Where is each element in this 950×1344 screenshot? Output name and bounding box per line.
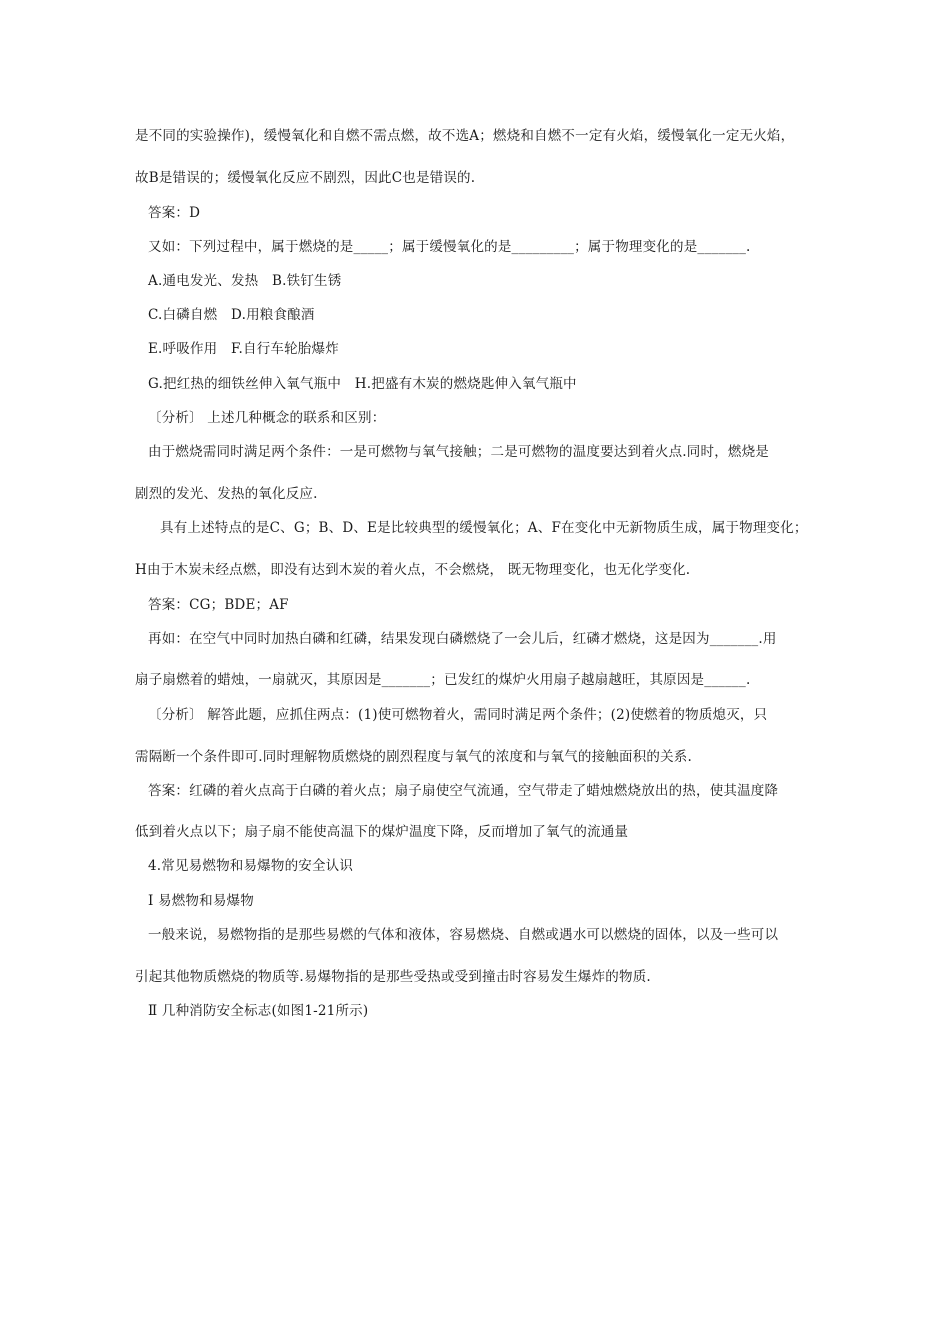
section-heading: 4.常见易燃物和易爆物的安全认识 bbox=[148, 858, 354, 874]
paragraph-line: 故B是错误的；缓慢氧化反应不剧烈，因此C也是错误的. bbox=[135, 170, 476, 186]
question-line: 再如：在空气中同时加热白磷和红磷，结果发现白磷燃烧了一会儿后，红磷才燃烧，这是因为_______.用 bbox=[148, 631, 777, 647]
answer-line: 答案：红磷的着火点高于白磷的着火点；扇子扇使空气流通，空气带走了蜡烛燃烧放出的热，使其温度降 bbox=[148, 783, 779, 799]
subsection-heading: Ⅰ 易燃物和易爆物 bbox=[148, 893, 254, 909]
paragraph-line: 由于燃烧需同时满足两个条件：一是可燃物与氧气接触；二是可燃物的温度要达到着火点.同时，燃烧是 bbox=[148, 444, 769, 460]
question-line: 又如：下列过程中，属于燃烧的是_____；属于缓慢氧化的是_________；属于物理变化的是_______. bbox=[148, 239, 751, 255]
paragraph-line: 引起其他物质燃烧的物质等.易爆物指的是那些受热或受到撞击时容易发生爆炸的物质. bbox=[135, 969, 651, 985]
answer-line: 答案：CG；BDE；AF bbox=[148, 597, 289, 613]
analysis-line: 〔分析〕 解答此题，应抓住两点：(1)使可燃物着火，需同时满足两个条件；(2)使燃着的物质熄灭，只 bbox=[148, 707, 768, 723]
option-line: C.白磷自燃 D.用粮食酿酒 bbox=[148, 307, 315, 323]
answer-line: 低到着火点以下；扇子扇不能使高温下的煤炉温度下降，反而增加了氧气的流通量 bbox=[135, 824, 629, 840]
option-line: G.把红热的细铁丝伸入氧气瓶中 H.把盛有木炭的燃烧匙伸入氧气瓶中 bbox=[148, 376, 577, 392]
paragraph-line: H由于木炭未经点燃，即没有达到木炭的着火点，不会燃烧， 既无物理变化，也无化学变化. bbox=[135, 562, 691, 578]
paragraph-line: 需隔断一个条件即可.同时理解物质燃烧的剧烈程度与氧气的浓度和与氧气的接触面积的关系. bbox=[135, 749, 692, 765]
question-line: 扇子扇燃着的蜡烛，一扇就灭，其原因是_______；已发红的煤炉火用扇子越扇越旺，其原因是______. bbox=[135, 672, 751, 688]
paragraph-line: 剧烈的发光、发热的氧化反应. bbox=[135, 486, 318, 502]
option-line: E.呼吸作用 F.自行车轮胎爆炸 bbox=[148, 341, 339, 357]
paragraph-line: 具有上述特点的是C、G；B、D、E是比较典型的缓慢氧化；A、F在变化中无新物质生成，属于物理变化； bbox=[160, 520, 808, 536]
analysis-line: 〔分析〕 上述几种概念的联系和区别： bbox=[148, 410, 386, 426]
paragraph-line: 是不同的实验操作)，缓慢氧化和自燃不需点燃，故不选A；燃烧和自燃不一定有火焰，缓慢氧化一定无火焰， bbox=[135, 128, 795, 144]
option-line: A.通电发光、发热 B.铁钉生锈 bbox=[148, 273, 342, 289]
answer-line: 答案：D bbox=[148, 205, 201, 221]
subsection-heading: Ⅱ 几种消防安全标志(如图1-21所示) bbox=[148, 1003, 369, 1019]
paragraph-line: 一般来说，易燃物指的是那些易燃的气体和液体，容易燃烧、自燃或遇水可以燃烧的固体，以及一些可以 bbox=[148, 927, 779, 943]
